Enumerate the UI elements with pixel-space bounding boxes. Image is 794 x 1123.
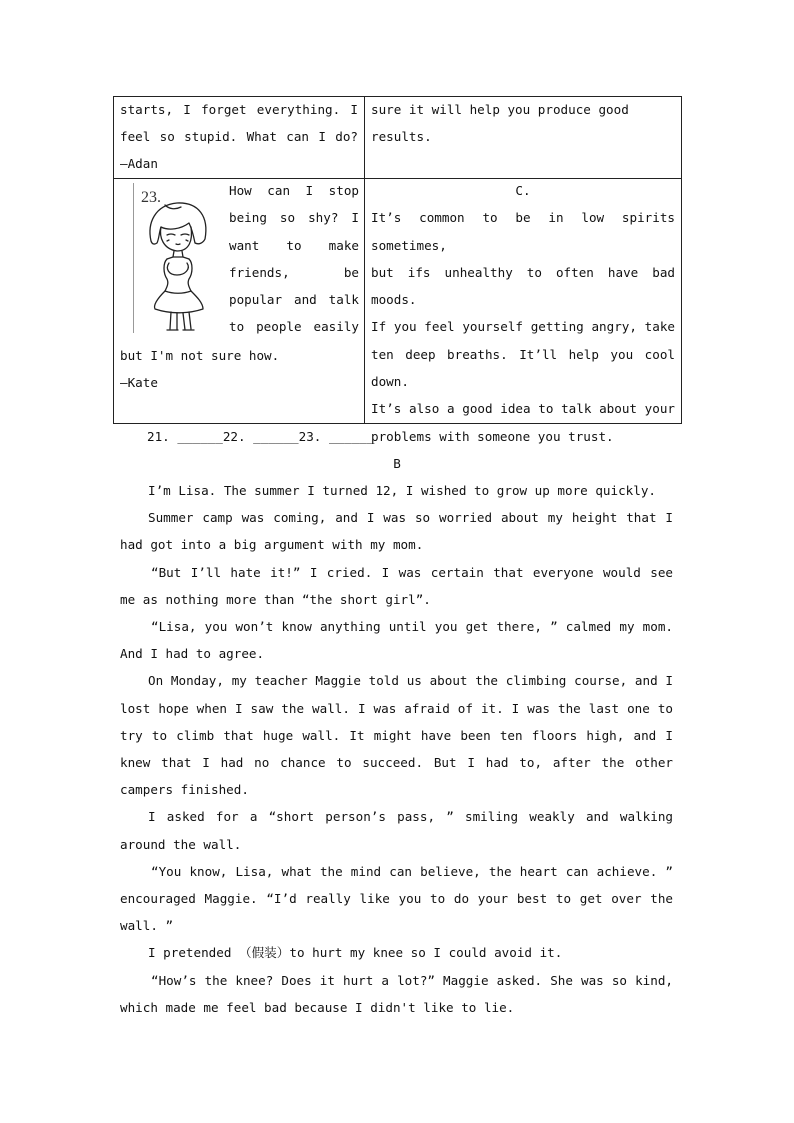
girl-drawing-icon	[133, 183, 231, 333]
advice-line: but ifs unhealthy to often have bad moods.	[371, 264, 675, 308]
letter-cell-kate	[113, 179, 365, 424]
kate-line: being so shy? I	[229, 210, 359, 226]
advice-line: ten deep breaths. It’ll help you cool down.	[371, 346, 675, 390]
section-heading: B	[393, 456, 401, 471]
story-paragraph: I’m Lisa. The summer I turned 12, I wished to grow up more quickly.	[148, 483, 656, 498]
story-paragraph: On Monday, my teacher Maggie told us about the climbing course, and I lost hope when I saw the wall. I was afraid of it. I was the last one to try to climb that huge wall. It might have been ten floors high, and I knew that I had no chance to succeed. But I had to, after the other campers finished.	[120, 673, 673, 798]
story-paragraph: I asked for a “short person’s pass, ” smiling weakly and walking around the wall.	[120, 809, 673, 852]
advice-line: sure it will help you produce good results.	[371, 102, 629, 144]
kate-signature: —Kate	[120, 375, 158, 390]
story-paragraph: “You know, Lisa, what the mind can believe, the heart can achieve. ” encouraged Maggie. “I’d really like you to do your best to get over the wall. ”	[120, 863, 673, 934]
adan-line: starts, I forget everything. I	[120, 102, 358, 117]
table-row	[113, 96, 682, 179]
advice-cell-c	[364, 179, 682, 444]
answer-blanks: 21. ______22. ______23. ______	[147, 429, 375, 444]
story-text	[120, 477, 673, 1021]
adan-letter	[120, 96, 358, 177]
kate-line: friends, be	[229, 264, 359, 280]
figure-number: 23.	[141, 189, 161, 206]
story-paragraph: I pretended （假装）to hurt my knee so I could avoid it.	[148, 945, 563, 961]
kate-line: to people easily	[229, 319, 359, 335]
letter-cell-adan	[113, 96, 365, 179]
advice-line: problems with someone you trust.	[371, 428, 614, 444]
story-paragraph: “How’s the knee? Does it hurt a lot?” Maggie asked. She was so kind, which made me feel bad because I didn't like to lie.	[120, 972, 673, 1015]
adan-signature: —Adan	[120, 156, 158, 171]
adan-line: feel so stupid. What can I do?	[120, 129, 358, 144]
story-paragraph: Summer camp was coming, and I was so worried about my height that I had got into a big argument with my mom.	[120, 510, 673, 553]
story-paragraph: “But I’ll hate it!” I cried. I was certain that everyone would see me as nothing more than “the short girl”.	[120, 564, 673, 607]
kate-question	[229, 177, 359, 341]
kate-question-end	[120, 342, 360, 396]
advice-cell	[364, 96, 682, 179]
advice-text	[371, 96, 677, 150]
kate-line: popular and talk	[229, 292, 359, 308]
kate-line: but I'm not sure how.	[120, 348, 280, 363]
advice-c	[371, 177, 675, 450]
advice-line: It’s also a good idea to talk about your	[371, 401, 675, 417]
advice-line: If you feel yourself getting angry, take	[371, 319, 675, 335]
advice-line: It’s common to be in low spirits sometimes,	[371, 210, 675, 253]
kate-line: How can I stop	[229, 183, 359, 198]
advice-heading: C.	[515, 183, 531, 198]
story-paragraph: “Lisa, you won’t know anything until you get there, ” calmed my mom. And I had to agree.	[120, 619, 673, 662]
kate-illustration	[133, 183, 231, 333]
kate-line: want to make	[229, 237, 359, 253]
